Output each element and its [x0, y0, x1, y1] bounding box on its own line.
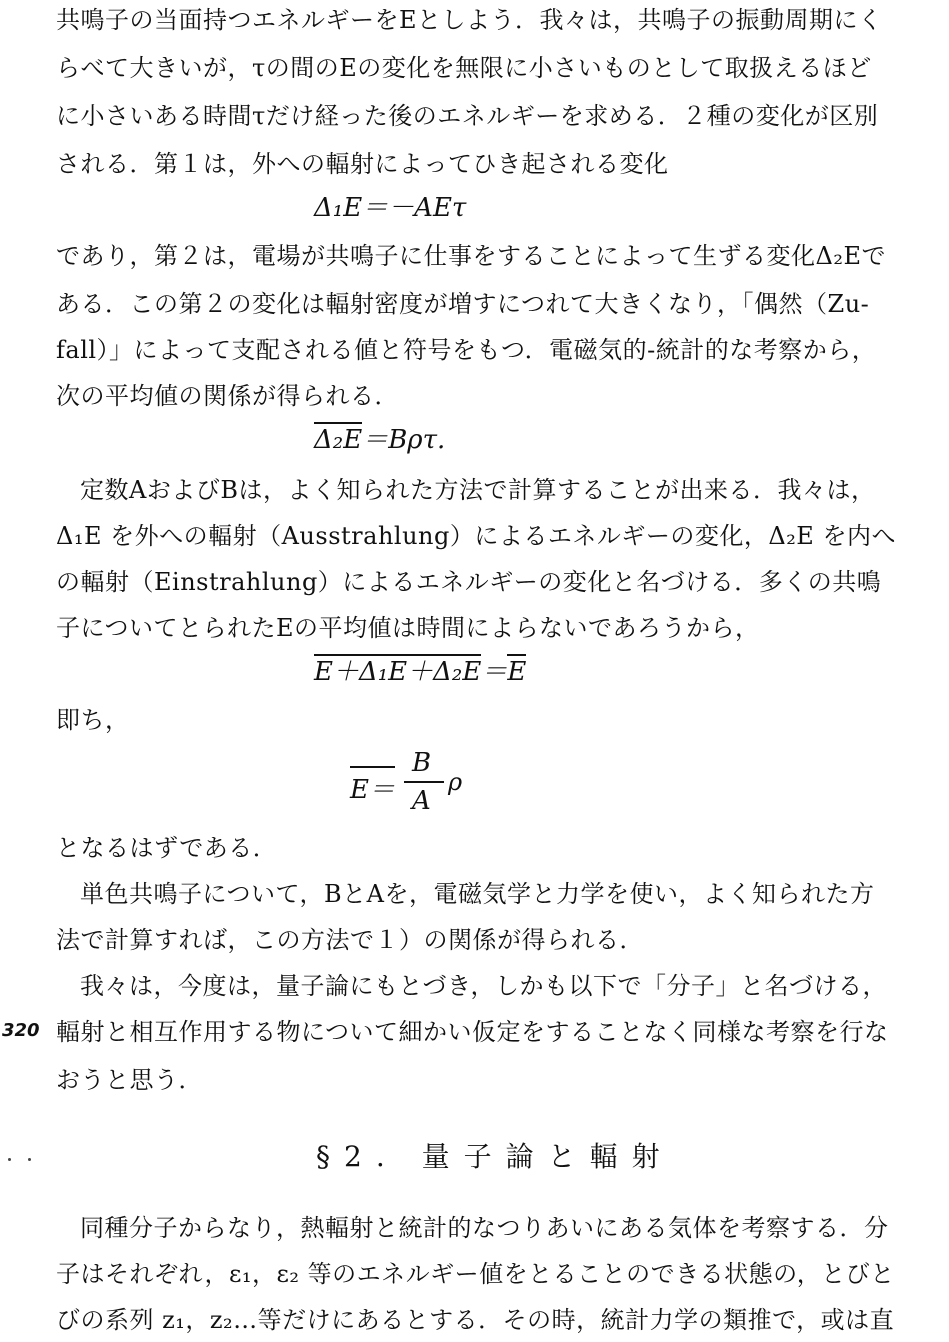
text-line: 共鳴子の当面持つエネルギーをEとしよう．我々は，共鳴子の振動周期にく — [56, 6, 883, 34]
text-line: fall）」によって支配される値と符号をもつ．電磁気的-統計的な考察から， — [56, 336, 877, 364]
fraction-denominator: A — [412, 786, 431, 816]
text-line: であり，第２は，電場が共鳴子に仕事をすることによって生ずる変化Δ₂Eで — [56, 242, 886, 270]
text-line: 即ち， — [56, 706, 130, 734]
equation-equals: ＝ — [481, 657, 508, 687]
text-line: 単色共鳴子について，BとAを，電磁気学と力学を使い，よく知られた方 — [80, 880, 875, 908]
text-line: らべて大きいが，τの間のEの変化を無限に小さいものとして取扱えるほど — [56, 54, 872, 82]
text-line: 次の平均値の関係が得られる． — [56, 382, 399, 410]
text-line: 輻射と相互作用する物について細かい仮定をすることなく同様な考察を行な — [56, 1018, 889, 1046]
text-line: おうと思う． — [56, 1066, 203, 1094]
text-line: びの系列 z₁，z₂…等だけにあるとする．その時，統計力学の類推で，或は直 — [56, 1306, 895, 1334]
text-line: Δ₁E を外への輻射（Ausstrahlung）によるエネルギーの変化，Δ₂E を内へ — [56, 522, 896, 550]
fraction-bar — [404, 781, 444, 783]
overlined-term: E — [507, 654, 526, 687]
equation-energy-balance — [314, 656, 526, 688]
text-line: に小さいある時間τだけ経った後のエネルギーを求める．２種の変化が区別 — [56, 102, 879, 130]
text-line: 我々は，今度は，量子論にもとづき，しかも以下で「分子」と名づける， — [80, 972, 888, 1000]
overlined-term: Δ₂E — [314, 422, 362, 455]
text-line: 法で計算すれば，この方法で１）の関係が得られる． — [56, 926, 644, 954]
equation-lhs: E＝ — [350, 766, 395, 806]
equation-mean-inward — [314, 424, 445, 456]
margin-page-number: 320 — [2, 1020, 40, 1041]
text-line: される．第１は，外への輻射によってひき起される変化 — [56, 150, 669, 178]
equation-rest: ＝Bρτ. — [362, 425, 446, 455]
scan-speck-dots — [8, 1158, 38, 1162]
rho-symbol: ρ — [448, 768, 463, 796]
text-line: 子についてとられたEの平均値は時間によらないであろうから， — [56, 614, 760, 642]
equation-outward-radiation: Δ₁E＝－AEτ — [314, 193, 467, 223]
section-heading: §2. 量子論と輻射 — [316, 1140, 674, 1173]
equation-mean-energy — [350, 748, 510, 820]
fraction-numerator: B — [412, 748, 432, 778]
text-line: 同種分子からなり，熱輻射と統計的なつりあいにある気体を考察する．分 — [80, 1214, 889, 1242]
text-line: 定数AおよびBは，よく知られた方法で計算することが出来る．我々は， — [80, 476, 876, 504]
text-line: の輻射（Einstrahlung）によるエネルギーの変化と名づける．多くの共鳴 — [56, 568, 882, 596]
text-line: となるはずである． — [56, 834, 278, 862]
text-line: ある．この第２の変化は輻射密度が増すにつれて大きくなり，「偶然（Zu- — [56, 290, 870, 318]
text-line: 子はそれぞれ，ε₁，ε₂ 等のエネルギー値をとることのできる状態の，とびと — [56, 1260, 895, 1288]
overlined-term: E＋Δ₁E＋Δ₂E — [314, 654, 481, 687]
